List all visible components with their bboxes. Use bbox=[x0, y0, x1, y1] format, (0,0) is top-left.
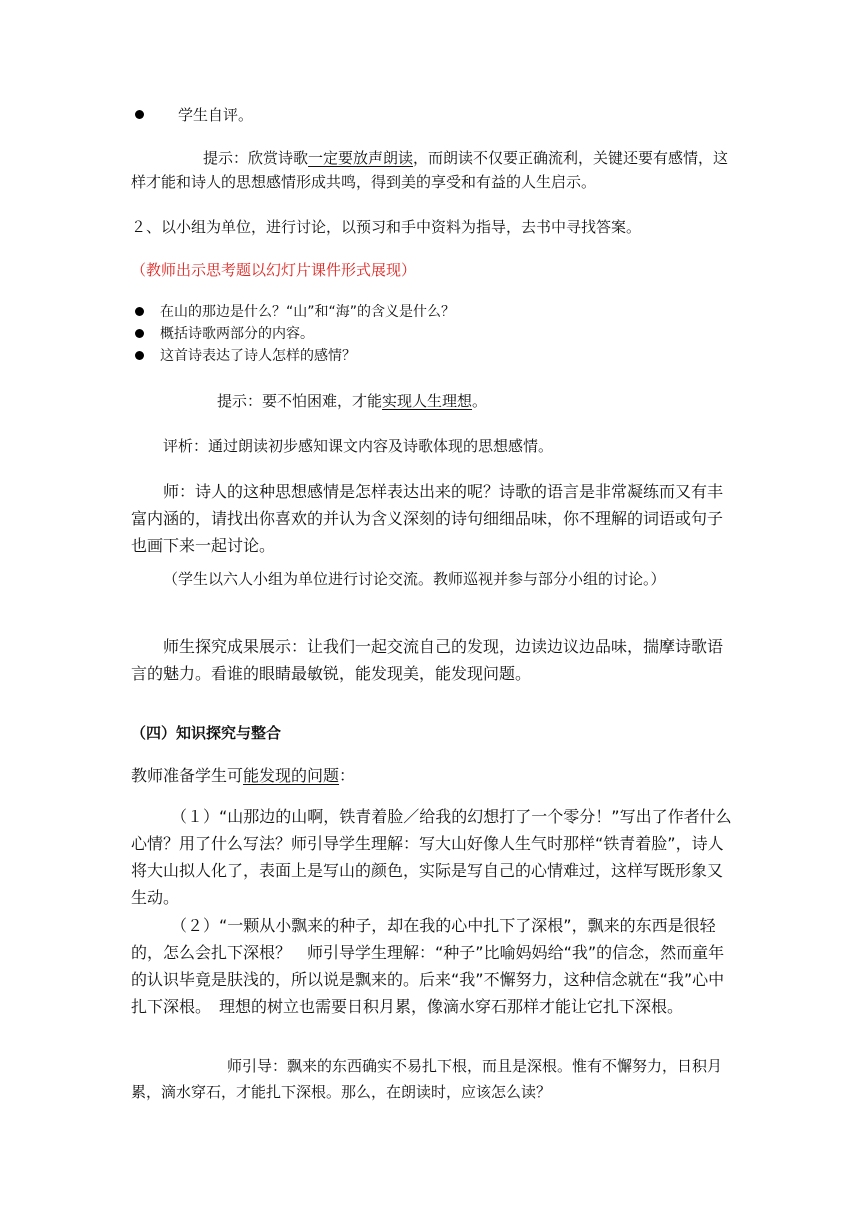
bullet-dot bbox=[135, 351, 144, 360]
teacher-slide-note: （教师出示思考题以幻灯片课件形式展现） bbox=[131, 261, 417, 279]
prepared-questions-intro: 教师准备学生可能发现的问题： bbox=[131, 766, 356, 785]
group-discussion-note: （学生以六人小组为单位进行讨论交流。教师巡视并参与部分小组的讨论。） bbox=[163, 570, 666, 588]
hint-underlined-phrase: 实现人生理想 bbox=[382, 392, 473, 410]
analysis-paragraph: 评析：通过朗读初步感知课文内容及诗歌体现的思想感情。 bbox=[163, 437, 554, 455]
bullet-dot bbox=[135, 110, 144, 119]
results-paragraph: 师生探究成果展示：让我们一起交流自己的发现，边读边议边品味，揣摩诗歌语言的魅力。看谁的眼睛最敏锐，能发现美，能发现问题。 bbox=[131, 637, 724, 683]
section-heading: （四）知识探究与整合 bbox=[131, 724, 282, 742]
teacher-guidance-paragraph: 师引导：飘来的东西确实不易扎下根，而且是深根。惟有不懈努力，日积月累，滴水穿石，才能扎下深根。那么，在朗读时，应该怎么读？ bbox=[131, 1057, 723, 1101]
hint-paragraph-1: 提示：欣赏诗歌一定要放声朗读，而朗读不仅要正确流利，关键还要有感情，这样才能和诗人的思想感情形成共鸣，得到美的享受和有益的人生启示。 bbox=[131, 149, 729, 191]
question-item: 在山的那边是什么？“山”和“海”的含义是什么？ bbox=[160, 304, 456, 320]
hint-underlined-phrase: 一定要放声朗读 bbox=[308, 149, 414, 167]
bullet-dot bbox=[135, 307, 144, 316]
step-2-instruction: ２、以小组为单位，进行讨论，以预习和手中资料为指导，去书中寻找答案。 bbox=[131, 218, 642, 236]
hint-paragraph-2: 提示：要不怕困难，才能实现人生理想。 bbox=[217, 392, 488, 410]
question-2-paragraph: （２）“一颗从小飘来的种子，却在我的心中扎下了深根”，飘来的东西是很轻的，怎么会扎下深根？ 师引导学生理解：“种子”比喻妈妈给“我”的信念，然而童年的认识毕竟是肤浅的，所以说是飘来的。后来“我”不懈努力，这种信念就在“我”心中扎下深根。 理想的树立也需要日积月累，像滴水穿石那样才能让它扎下深根。 bbox=[131, 916, 725, 1016]
question-1-paragraph: （１）“山那边的山啊，铁青着脸／给我的幻想打了一个零分！”写出了作者什么心情？用了什么写法？师引导学生理解：写大山好像人生气时那样“铁青着脸”，诗人将大山拟人化了，表面上是写山的颜色，实际是写自己的心情难过，这样写既形象又生动。 bbox=[131, 807, 732, 907]
self-evaluation-line: 学生自评。 bbox=[178, 106, 254, 124]
underlined-phrase: 能发现的问题 bbox=[243, 766, 340, 785]
bullet-dot bbox=[135, 329, 144, 338]
teacher-talk-paragraph: 师：诗人的这种思想感情是怎样表达出来的呢？诗歌的语言是非常凝练而又有丰富内涵的，请找出你喜欢的并认为含义深刻的诗句细细品味，你不理解的词语或句子也画下来一起讨论。 bbox=[131, 482, 724, 555]
question-item: 这首诗表达了诗人怎样的感情？ bbox=[160, 348, 356, 364]
question-item: 概括诗歌两部分的内容。 bbox=[160, 326, 314, 342]
